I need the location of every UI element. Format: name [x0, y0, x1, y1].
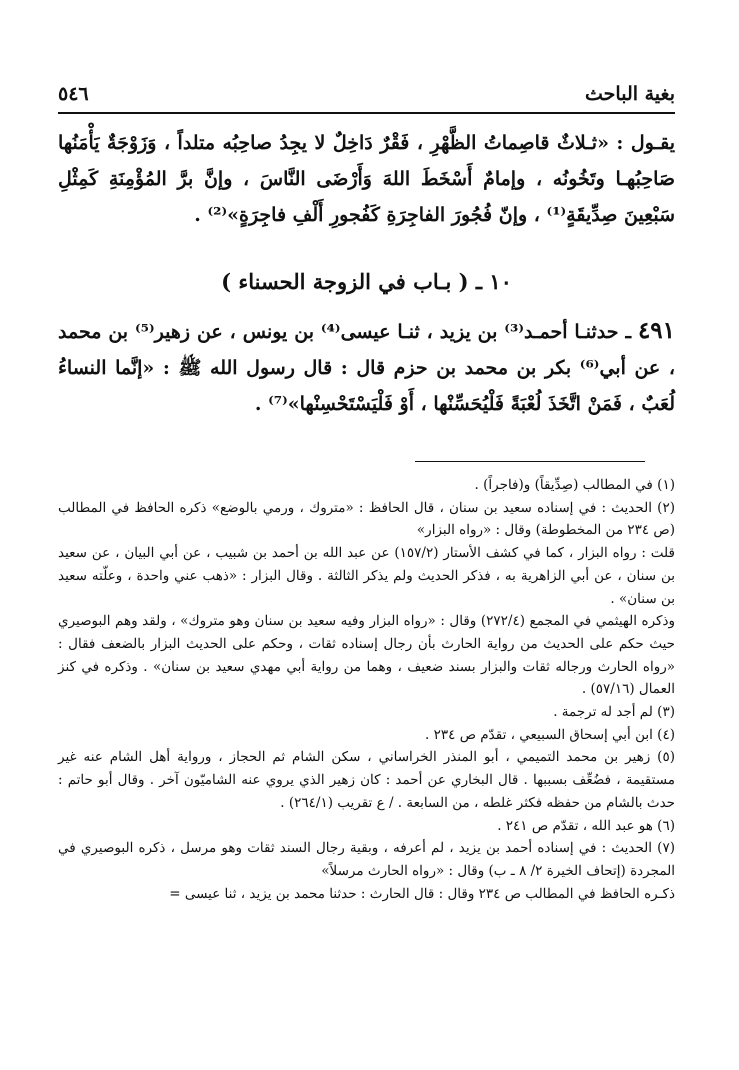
footnote-2-continued: وذكره الهيثمي في المجمع (٢٧٢/٤) وقال : «رواه البزار وفيه سعيد بن سنان وهو متروك» ، ولقد وهم البوصيري حيث حكم على الحديث من رواية الحارث بأن رجال إسناده ثقات ، وحكم على الحديث البزار بالضعف فقال : «رواه الحارث ورجاله ثقات والبزار بسند ضعيف ، وهما من رواية أبي مهدي سعيد بن سنان» . وذكره في كنز العمال (٥٧/١٦) .: [58, 613, 676, 698]
footnote-1: (١) في المطالب (صِدِّيقاً) و(فاجراً) .: [474, 477, 675, 493]
footnote-7: (٧) الحديث : في إسناده أحمد بن يزيد ، لم أعرفه ، وبقية رجال السند ثقات وهو مرسل ، ذكره البوصيري في المجردة (إتحاف الخيرة ٢/ ٨ ـ ب) وقال : «رواه الحارث مرسلاً»: [58, 840, 675, 879]
footnote-2-continued: قلت : رواه البزار ، كما في كشف الأستار (١٥٧/٢) عن عبد الله بن أحمد بن شبيب ، عن أبي البيان ، عن سعيد بن سنان ، عن أبي الزاهرية به ، فذكر الحديث ولم يذكر الثالثة . وقال البزار : «ذهب عني واحدة ، وعلّته سعيد بن سنان» .: [58, 545, 675, 607]
footnote-5: (٥) زهير بن محمد التميمي ، أبو المنذر الخراساني ، سكن الشام ثم الحجاز ، ورواية أهل الشام عنه غير مستقيمة ، فضُعِّف بسببها . قال البخاري عن أحمد : كان زهير الذي يروي عنه الشاميّون آخر . وقال أبو حاتم : حدث بالشام من حفظه فكثر غلطه ، من السابعة . / ع تقريب (٢٦٤/١) .: [58, 749, 675, 811]
page-number: ٥٤٦: [58, 83, 89, 105]
footnotes: [58, 474, 675, 905]
chapter-title: ١٠ ـ ( بـاب في الزوجة الحسناء ): [221, 269, 512, 294]
footnote-2: (٢) الحديث : في إسناده سعيد بن سنان ، قال الحافظ : «متروك ، ورمي بالوضع» ذكره الحافظ في المطالب (ص ٢٣٤ من المخطوطة) وقال : «رواه البزار»: [58, 499, 675, 539]
footnote-separator: [415, 461, 645, 462]
page-header: [58, 78, 675, 110]
book-title: بغية الباحث: [585, 83, 675, 105]
footnote-4: (٤) ابن أبي إسحاق السبيعي ، تقدّم ص ٢٣٤ .: [425, 726, 675, 743]
footnote-3: (٣) لم أجد له ترجمة .: [553, 704, 675, 721]
footnote-6: (٦) هو عبد الله ، تقدّم ص ٢٤١ .: [497, 817, 675, 834]
intro-paragraph: يقـول : «ثـلاثٌ قاصِماتُ الظَّهْرِ ، فَقْرٌ دَاخِلٌ لا يجِدُ صاحِبُه متلداً ، وَزَوْجَةٌ يَأْمَنُها صَاحِبُهـا وتَخُونُه ، وإمامٌ أَسْخَطَ اللهَ وَأَرْضَى النَّاسَ ، وإنَّ برَّ المُؤْمِنَةِ كَمِثْلِ سَبْعِينَ صِدِّيقَةٍ⁽¹⁾ ، وإنّ فُجُورَ الفاجِرَةِ كَفُجورِ أَلْفِ فاجِرَةٍ»⁽²⁾ .: [58, 132, 675, 226]
footnote-7-continued: ذكـره الحافظ في المطالب ص ٢٣٤ وقال : قال الحارث : حدثنا محمد بن يزيد ، ثنا عيسى =: [169, 885, 675, 902]
hadith-text: ـ حدثنـا أحمـد⁽³⁾ بن يزيد ، ثنـا عيسى⁽⁴⁾ بن يونس ، عن زهير⁽⁵⁾ بن محمد ، عن أبي⁽⁶⁾ بكر بن محمد بن حزم قال : قال رسول الله ﷺ : «إنَّما النساءُ لُعَبٌ ، فَمَنْ اتَّخَذَ لُعْبَةً فَلْيُحَسِّنْها ، أَوْ فَلْيَسْتَحْسِنْها»⁽⁷⁾ .: [58, 321, 675, 415]
header-rule: [58, 112, 675, 114]
hadith-paragraph: [58, 313, 675, 422]
hadith-number: ٤٩١: [637, 317, 675, 344]
